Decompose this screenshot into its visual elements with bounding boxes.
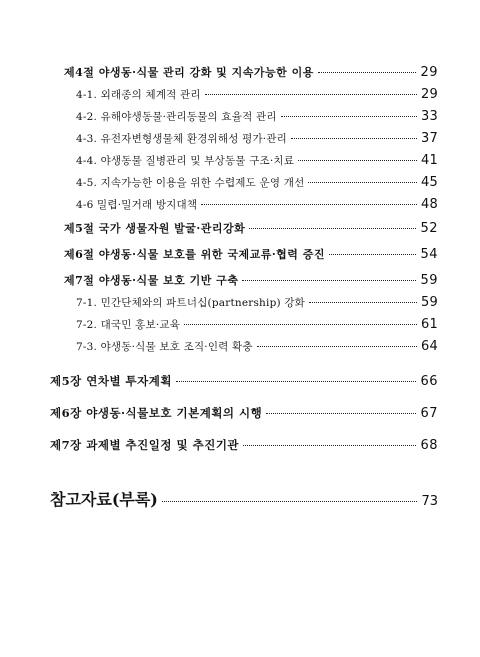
- dot-leader: [281, 116, 417, 117]
- toc-entry-page: 29: [420, 65, 438, 80]
- toc-entry-page: 54: [420, 247, 438, 262]
- dot-leader: [249, 228, 416, 229]
- toc-entry-page: 61: [421, 317, 438, 332]
- toc-entry-page: 59: [421, 295, 438, 310]
- dot-leader: [329, 254, 416, 255]
- dot-leader: [243, 445, 416, 446]
- toc-entry-label: 제6절 야생동·식물 보호를 위한 국제교류·협력 증진: [64, 248, 325, 261]
- toc-entry-label: 제7장 과제별 추진일정 및 추진기관: [50, 438, 240, 452]
- toc-entry-page: 33: [421, 109, 438, 124]
- toc-entry-label: 제6장 야생동·식물보호 기본계획의 시행: [50, 406, 263, 420]
- toc-entry-chapter-6[interactable]: [50, 404, 438, 422]
- toc-entry-page: 45: [421, 175, 438, 190]
- toc-entry-page: 68: [420, 438, 438, 453]
- toc-entry-label: 4-3. 유전자변형생물체 환경위해성 평가·관리: [76, 133, 288, 145]
- toc-entry-label: 제5절 국가 생물자원 발굴·관리강화: [64, 222, 246, 235]
- dot-leader: [242, 280, 416, 281]
- toc-entry-chapter-7[interactable]: [50, 436, 438, 454]
- toc-entry-page: 48: [421, 197, 438, 212]
- dot-leader: [318, 72, 417, 73]
- dot-leader: [257, 346, 417, 347]
- toc-entry-appendix[interactable]: [50, 489, 438, 511]
- dot-leader: [291, 138, 417, 139]
- toc-entry-4-5[interactable]: [76, 174, 438, 192]
- toc-entry-label: 참고자료(부록): [50, 490, 158, 509]
- toc-entry-page: 37: [421, 131, 438, 146]
- toc-entry-page: 59: [420, 273, 438, 288]
- toc-entry-label: 7-3. 야생동·식물 보호 조직·인력 확충: [76, 341, 253, 353]
- dot-leader: [184, 324, 417, 325]
- toc-entry-label: 4-6 밀렵·밀거래 방지대책: [76, 199, 198, 211]
- toc-entry-label: 7-2. 대국민 홍보·교육: [76, 319, 181, 331]
- dot-leader: [308, 182, 417, 183]
- dot-leader: [205, 94, 417, 95]
- toc-entry-7-1[interactable]: [76, 294, 438, 312]
- toc-entry-label: 제7절 야생동·식물 보호 기반 구축: [64, 274, 239, 287]
- toc-entry-4-6[interactable]: [76, 196, 438, 214]
- toc-entry-label: 4-2. 유해야생동물·관리동물의 효율적 관리: [76, 111, 277, 123]
- toc-entry-page: 41: [421, 153, 438, 168]
- dot-leader: [176, 381, 416, 382]
- toc-entry-page: 52: [420, 221, 438, 236]
- dot-leader: [201, 204, 417, 205]
- toc-entry-page: 64: [421, 339, 438, 354]
- toc-entry-7-3[interactable]: [76, 338, 438, 356]
- dot-leader: [309, 302, 417, 303]
- dot-leader: [266, 413, 416, 414]
- toc-entry-chapter-5[interactable]: [50, 372, 438, 390]
- toc-entry-7-2[interactable]: [76, 316, 438, 334]
- dot-leader: [298, 160, 417, 161]
- toc-entry-label: 7-1. 민간단체와의 파트너십(partnership) 강화: [76, 297, 306, 309]
- toc-entry-4-1[interactable]: [76, 86, 438, 104]
- toc-entry-section-6[interactable]: [64, 246, 438, 264]
- toc-entry-label: 4-4. 야생동물 질병관리 및 부상동물 구조·치료: [76, 155, 295, 167]
- toc-entry-page: 67: [420, 406, 438, 421]
- dot-leader: [162, 501, 418, 502]
- toc-entry-section-5[interactable]: [64, 220, 438, 238]
- toc-entry-label: 4-1. 외래종의 체계적 관리: [76, 89, 201, 101]
- toc-entry-label: 제4절 야생동·식물 관리 강화 및 지속가능한 이용: [64, 66, 314, 79]
- toc-entry-label: 4-5. 지속가능한 이용을 위한 수렵제도 운영 개선: [76, 177, 305, 189]
- toc-entry-section-4[interactable]: [64, 64, 438, 82]
- toc-entry-page: 66: [420, 374, 438, 389]
- toc-entry-label: 제5장 연차별 투자계획: [50, 374, 172, 388]
- toc-entry-4-4[interactable]: [76, 152, 438, 170]
- toc-entry-page: 73: [421, 494, 438, 509]
- toc-entry-page: 29: [421, 87, 438, 102]
- toc-entry-section-7[interactable]: [64, 272, 438, 290]
- toc-entry-4-3[interactable]: [76, 130, 438, 148]
- toc-entry-4-2[interactable]: [76, 108, 438, 126]
